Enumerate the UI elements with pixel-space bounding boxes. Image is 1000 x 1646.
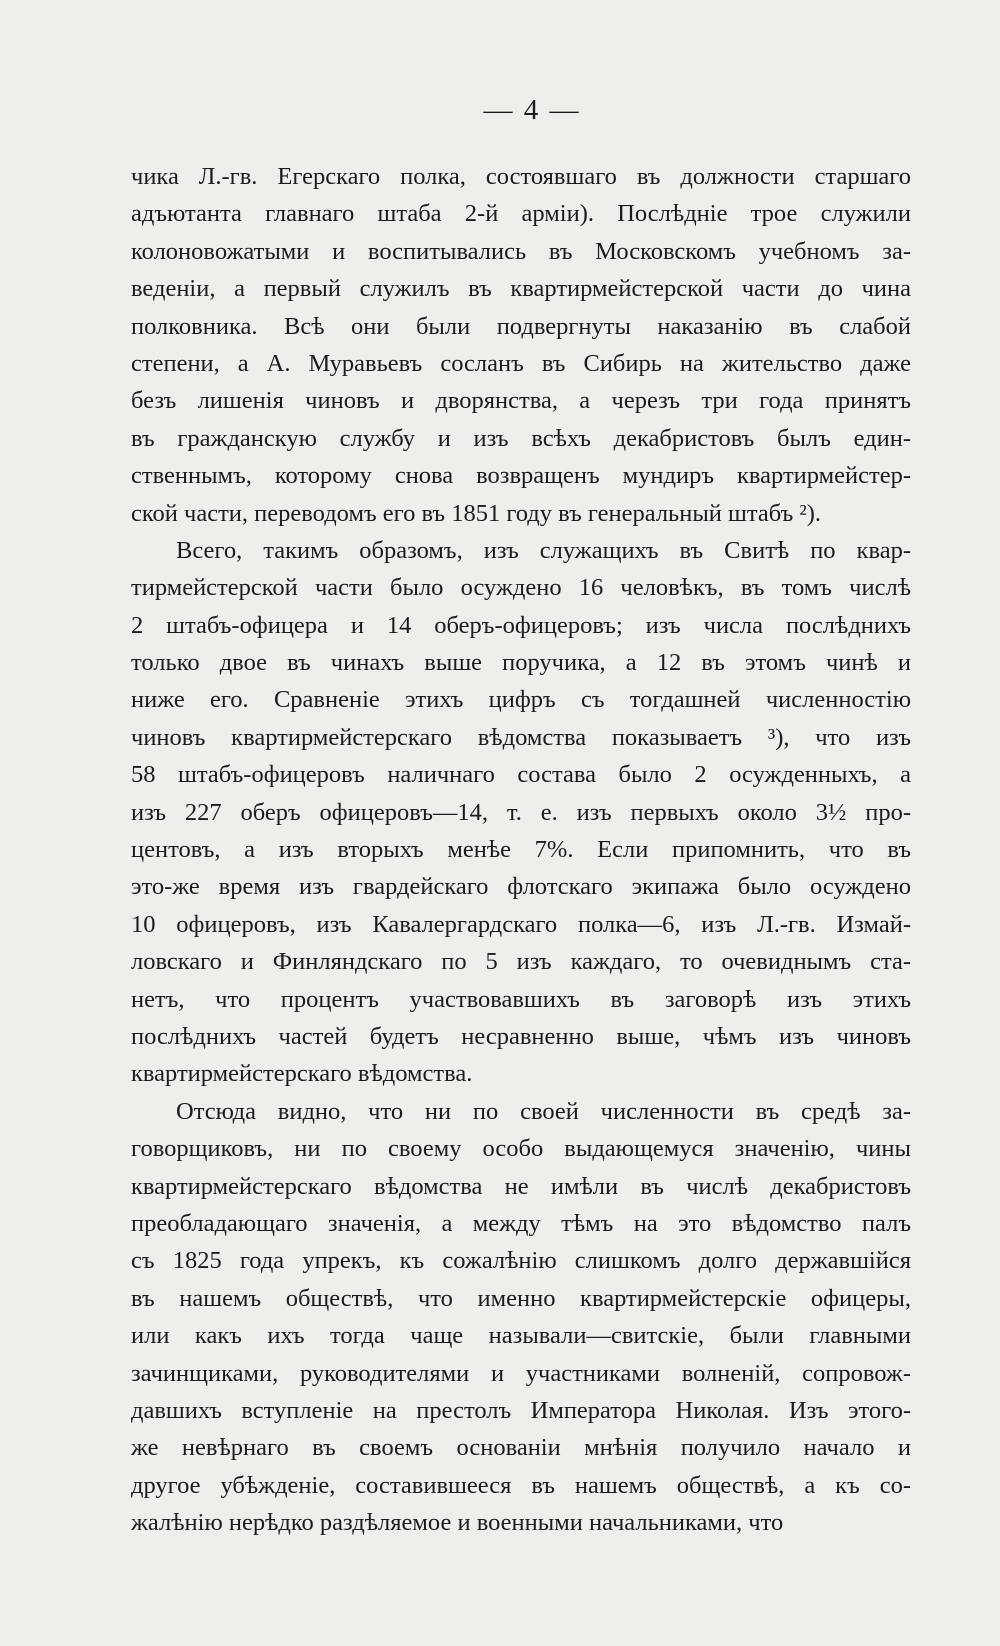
paragraph <box>131 532 911 1093</box>
text-line: въ нашемъ обществѣ, что именно квартирмейстерскіе офицеры, <box>131 1284 911 1312</box>
text-line: зачинщиками, руководителями и участниками волненій, сопровож- <box>131 1359 911 1387</box>
text-line: съ 1825 года упрекъ, къ сожалѣнію слишкомъ долго державшійся <box>131 1247 911 1275</box>
text-line: веденіи, а первый служилъ въ квартирмейстерской части до чина <box>131 275 911 303</box>
text-line: другое убѣжденіе, составившееся въ нашемъ обществѣ, а къ со- <box>131 1471 911 1499</box>
text-line: 2 штабъ-офицера и 14 оберъ-офицеровъ; изъ числа послѣднихъ <box>131 611 911 639</box>
text-line: 10 офицеровъ, изъ Кавалергардскаго полка—6, изъ Л.-гв. Измай- <box>131 910 911 938</box>
text-line: послѣднихъ частей будетъ несравненно выше, чѣмъ изъ чиновъ <box>131 1022 911 1050</box>
text-line: адъютанта главнаго штаба 2-й арміи). Послѣдніе трое служили <box>131 200 911 228</box>
text-line: говорщиковъ, ни по своему особо выдающемуся значенію, чины <box>131 1135 911 1163</box>
text-line: жалѣнію нерѣдко раздѣляемое и военными начальниками, что <box>131 1509 784 1537</box>
text-line: это-же время изъ гвардейскаго флотскаго экипажа было осуждено <box>131 873 911 901</box>
text-line: изъ 227 оберъ офицеровъ—14, т. е. изъ первыхъ около 3½ про- <box>131 798 911 826</box>
text-line: чика Л.-гв. Егерскаго полка, состоявшаго въ должности старшаго <box>131 163 911 190</box>
text-line: Всего, такимъ образомъ, изъ служащихъ въ Свитѣ по квар- <box>176 536 911 564</box>
text-line: или какъ ихъ тогда чаще называли—свитскіе, были главными <box>131 1322 911 1350</box>
text-line: ниже его. Сравненіе этихъ цифръ съ тогдашней численностію <box>131 686 911 714</box>
text-line: въ гражданскую службу и изъ всѣхъ декабристовъ былъ един- <box>131 424 911 452</box>
text-line: центовъ, а изъ вторыхъ менѣе 7%. Если припомнить, что въ <box>131 836 911 864</box>
text-line: квартирмейстерскаго вѣдомства. <box>131 1060 473 1088</box>
text-line: квартирмейстерскаго вѣдомства не имѣли въ числѣ декабристовъ <box>131 1172 911 1200</box>
paragraph <box>131 1093 911 1542</box>
text-line: же невѣрнаго въ своемъ основаніи мнѣнія получило начало и <box>131 1434 911 1462</box>
text-line: колоновожатыми и воспитывались въ Московскомъ учебномъ за- <box>131 237 911 265</box>
text-line: чиновъ квартирмейстерскаго вѣдомства показываетъ ³), что изъ <box>131 723 911 751</box>
text-line: нетъ, что процентъ участвовавшихъ въ заговорѣ изъ этихъ <box>131 985 911 1013</box>
text-line: только двое въ чинахъ выше поручика, а 12 въ этомъ чинѣ и <box>131 649 911 677</box>
text-line: полковника. Всѣ они были подвергнуты наказанію въ слабой <box>131 312 911 340</box>
body-text <box>131 158 911 1541</box>
text-line: ловскаго и Финляндскаго по 5 изъ каждаго, то очевиднымъ ста- <box>131 948 911 976</box>
page-number: — 4 — <box>483 94 581 126</box>
text-line: тирмейстерской части было осуждено 16 человѣкъ, въ томъ числѣ <box>131 574 911 602</box>
paragraph <box>131 158 911 532</box>
text-line: Отсюда видно, что ни по своей численности въ средѣ за- <box>176 1097 911 1125</box>
text-line: безъ лишенія чиновъ и дворянства, а черезъ три года принятъ <box>131 387 911 415</box>
text-line: давшихъ вступленіе на престолъ Императора Николая. Изъ этого- <box>131 1396 911 1424</box>
text-line: ственнымъ, которому снова возвращенъ мундиръ квартирмейстер- <box>131 462 911 490</box>
text-line: ской части, переводомъ его въ 1851 году въ генеральный штабъ ²). <box>131 499 822 527</box>
text-line: 58 штабъ-офицеровъ наличнаго состава было 2 осужденныхъ, а <box>131 761 911 789</box>
text-line: степени, а А. Муравьевъ сосланъ въ Сибирь на жительство даже <box>131 349 911 377</box>
text-line: преобладающаго значенія, а между тѣмъ на это вѣдомство палъ <box>131 1209 911 1237</box>
